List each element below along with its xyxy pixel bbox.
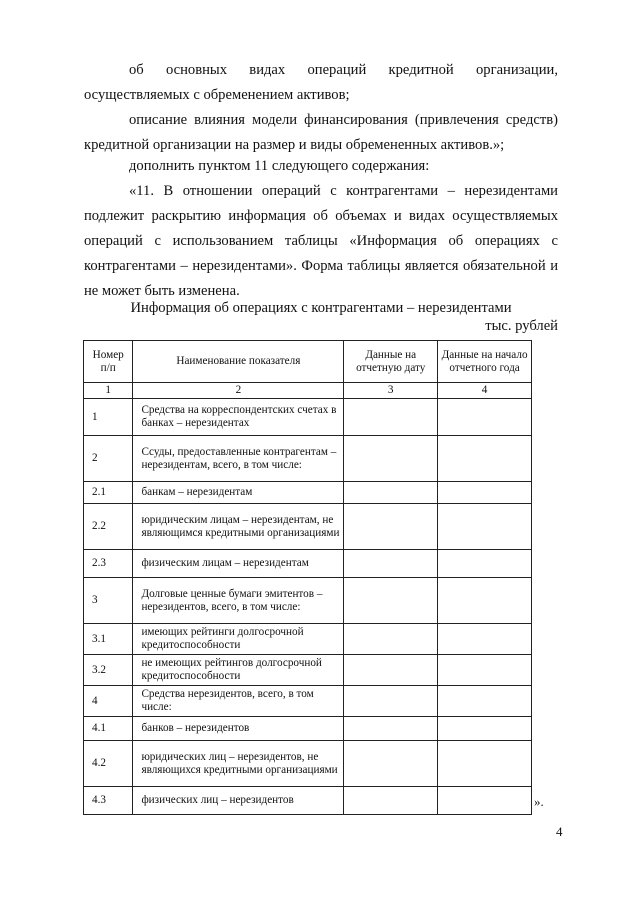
report-date-cell xyxy=(344,655,438,686)
table-row xyxy=(84,550,532,578)
nonresidents-table xyxy=(83,340,532,815)
row-name: Долговые ценные бумаги эмитентов – нерезидентов, всего, в том числе: xyxy=(133,578,344,624)
year-start-cell xyxy=(438,655,532,686)
closing-quote: ». xyxy=(534,794,544,809)
table-row xyxy=(84,436,532,482)
header-year-start: Данные на начало отчетного года xyxy=(438,341,532,383)
year-start-cell xyxy=(438,436,532,482)
row-name: юридическим лицам – нерезидентам, не являющимся кредитными организациями xyxy=(133,504,344,550)
year-start-cell xyxy=(438,504,532,550)
row-name: банкам – нерезидентам xyxy=(133,482,344,504)
paragraph-5: «11. В отношении операций с контрагентами – нерезидентами подлежит раскрытию информация об объемах и видах осуществляемых операций с использованием таблицы «Информация об операциях с контрагентами – нерезидентами». Форма таблицы является обязательной и не может быть изменена. xyxy=(84,183,558,299)
table-title: Информация об операциях с контрагентами – нерезидентами xyxy=(130,300,512,316)
report-date-cell xyxy=(344,399,438,436)
row-name: юридических лиц – нерезидентов, не являющихся кредитными организациями xyxy=(133,741,344,787)
table-row xyxy=(84,624,532,655)
row-number: 2.1 xyxy=(84,482,133,504)
report-date-cell xyxy=(344,504,438,550)
row-name: Средства нерезидентов, всего, в том числе: xyxy=(133,686,344,717)
table-row xyxy=(84,717,532,741)
col-number-3: 3 xyxy=(344,383,438,399)
row-number: 1 xyxy=(84,399,133,436)
col-number-4: 4 xyxy=(438,383,532,399)
row-number: 3.1 xyxy=(84,624,133,655)
header-number: Номер п/п xyxy=(84,341,133,383)
year-start-cell xyxy=(438,482,532,504)
year-start-cell xyxy=(438,717,532,741)
row-name: Средства на корреспондентских счетах в банках – нерезидентах xyxy=(133,399,344,436)
row-number: 3 xyxy=(84,578,133,624)
report-date-cell xyxy=(344,624,438,655)
row-name: физическим лицам – нерезидентам xyxy=(133,550,344,578)
row-number: 4.3 xyxy=(84,787,133,815)
report-date-cell xyxy=(344,436,438,482)
paragraph-1: об основных видах операций кредитной организации, xyxy=(129,62,558,78)
table-row xyxy=(84,655,532,686)
units-label: тыс. рублей xyxy=(485,318,558,334)
year-start-cell xyxy=(438,578,532,624)
row-number: 2.3 xyxy=(84,550,133,578)
col-number-1: 1 xyxy=(84,383,133,399)
report-date-cell xyxy=(344,717,438,741)
row-number: 4.2 xyxy=(84,741,133,787)
row-name: банков – нерезидентов xyxy=(133,717,344,741)
report-date-cell xyxy=(344,578,438,624)
year-start-cell xyxy=(438,399,532,436)
row-number: 2.2 xyxy=(84,504,133,550)
header-report-date: Данные на отчетную дату xyxy=(344,341,438,383)
row-name: физических лиц – нерезидентов xyxy=(133,787,344,815)
table-row xyxy=(84,787,532,815)
row-number: 2 xyxy=(84,436,133,482)
report-date-cell xyxy=(344,550,438,578)
paragraph-2: осуществляемых с обременением активов; xyxy=(84,87,350,103)
row-number: 3.2 xyxy=(84,655,133,686)
year-start-cell xyxy=(438,741,532,787)
row-name: Ссуды, предоставленные контрагентам – нерезидентам, всего, в том числе: xyxy=(133,436,344,482)
row-number: 4 xyxy=(84,686,133,717)
year-start-cell xyxy=(438,550,532,578)
table-row xyxy=(84,686,532,717)
page-number: 4 xyxy=(556,824,563,839)
header-indicator: Наименование показателя xyxy=(133,341,344,383)
col-number-2: 2 xyxy=(133,383,344,399)
table-row xyxy=(84,504,532,550)
table-row xyxy=(84,741,532,787)
table-row xyxy=(84,578,532,624)
row-name: имеющих рейтинги долгосрочной кредитоспособности xyxy=(133,624,344,655)
year-start-cell xyxy=(438,686,532,717)
year-start-cell xyxy=(438,624,532,655)
report-date-cell xyxy=(344,741,438,787)
table-row xyxy=(84,399,532,436)
table-row xyxy=(84,482,532,504)
report-date-cell xyxy=(344,787,438,815)
paragraph-3: описание влияния модели финансирования (привлечения средств) кредитной организации на размер и виды обремененных активов.»; xyxy=(84,112,558,153)
report-date-cell xyxy=(344,482,438,504)
paragraph-4: дополнить пунктом 11 следующего содержания: xyxy=(129,158,430,174)
row-number: 4.1 xyxy=(84,717,133,741)
report-date-cell xyxy=(344,686,438,717)
year-start-cell xyxy=(438,787,532,815)
row-name: не имеющих рейтингов долгосрочной кредитоспособности xyxy=(133,655,344,686)
